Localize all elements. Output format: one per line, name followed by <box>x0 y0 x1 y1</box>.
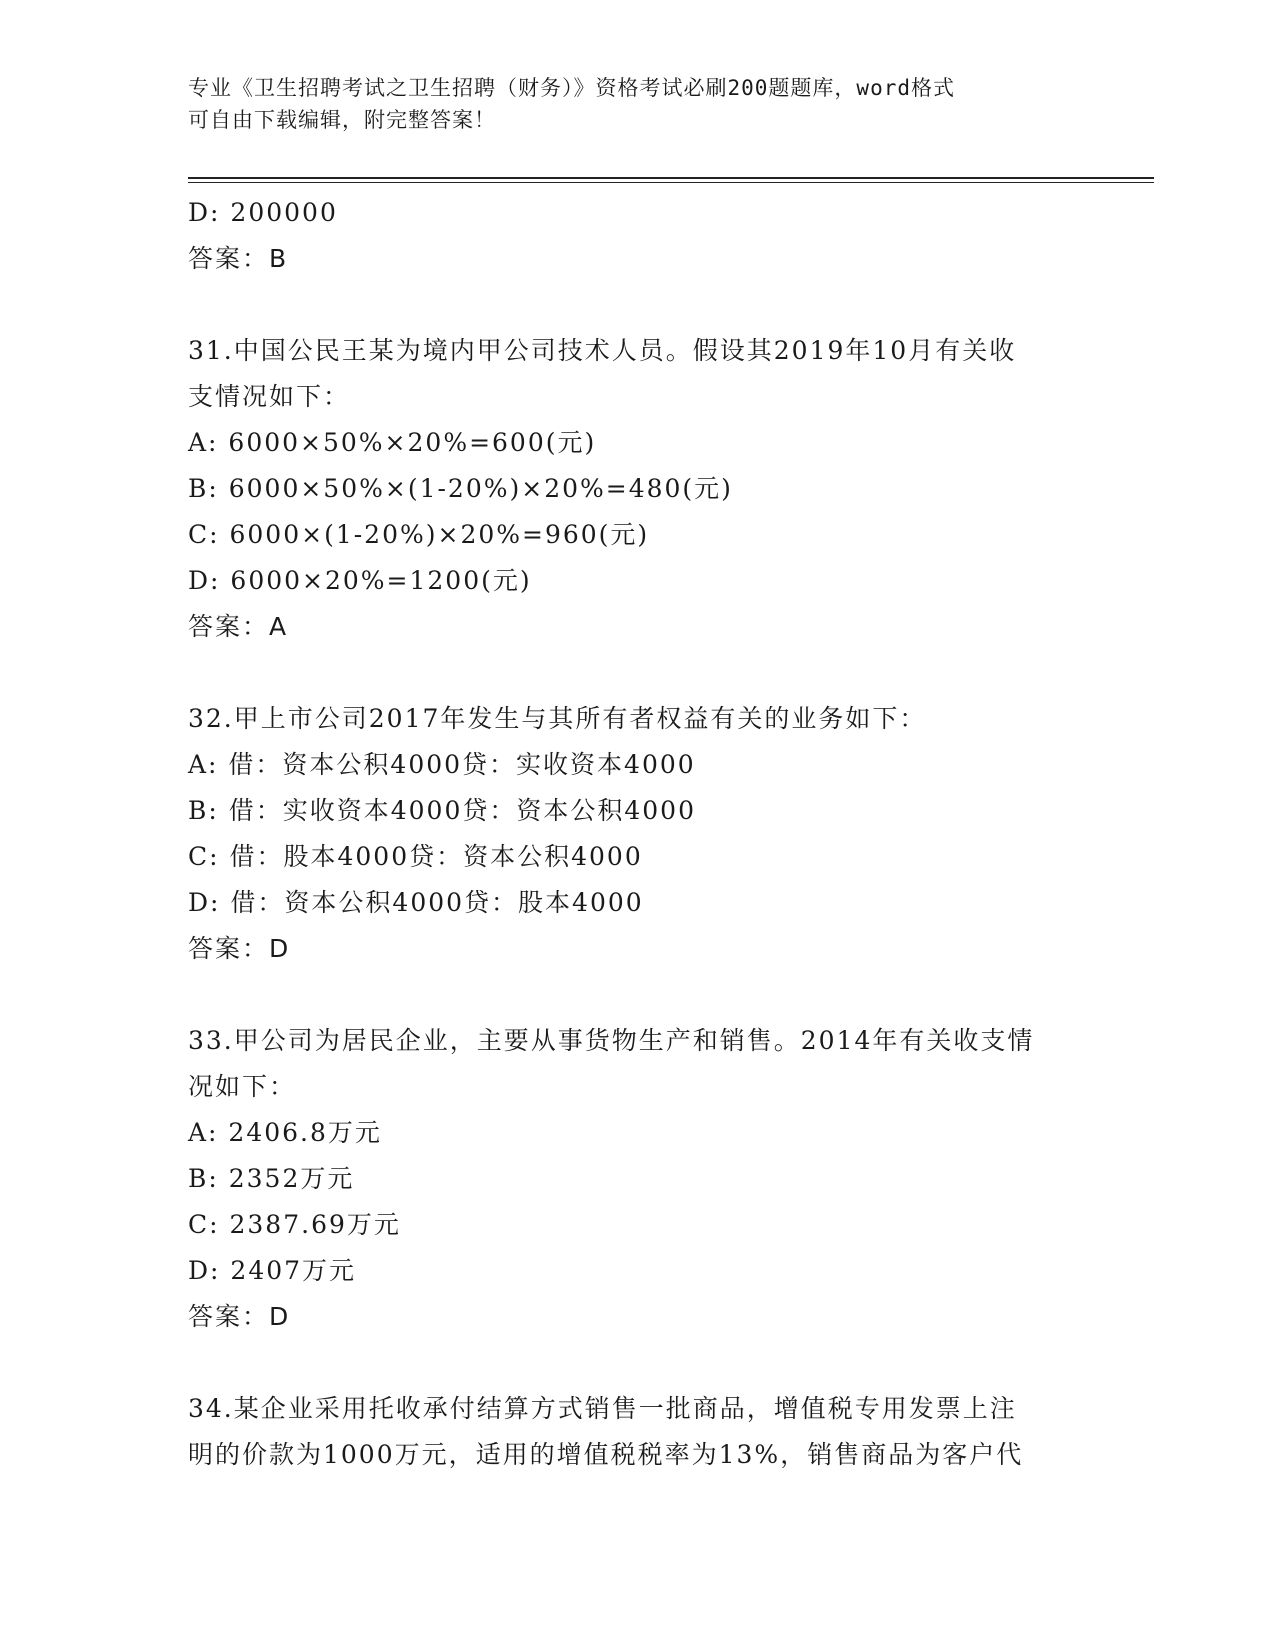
option-c: C: 借：股本4000贷：资本公积4000 <box>188 842 643 871</box>
document-body <box>188 190 1088 1478</box>
previous-question-tail <box>188 190 1088 282</box>
option-b: B: 2352万元 <box>188 1164 355 1193</box>
question-stem: 33.甲公司为居民企业，主要从事货物生产和销售。2014年有关收支情 <box>188 1026 1035 1055</box>
question-33 <box>188 1018 1088 1340</box>
spacer <box>188 972 1088 1018</box>
option-a: A: 2406.8万元 <box>188 1118 382 1147</box>
option-d: D: 6000×20%=1200(元) <box>188 566 532 595</box>
option-b: B: 6000×50%×(1-20%)×20%=480(元) <box>188 474 733 503</box>
question-stem: 34.某企业采用托收承付结算方式销售一批商品，增值税专用发票上注 <box>188 1394 1017 1423</box>
option-c: C: 2387.69万元 <box>188 1210 401 1239</box>
answer-line: 答案：A <box>188 612 289 641</box>
option-b: B: 借：实收资本4000贷：资本公积4000 <box>188 796 696 825</box>
header-line-1: 专业《卫生招聘考试之卫生招聘（财务）》资格考试必刷200题题库，word格式 <box>188 76 955 100</box>
question-31 <box>188 328 1088 650</box>
question-stem: 32.甲上市公司2017年发生与其所有者权益有关的业务如下： <box>188 704 927 733</box>
option-d: D: 借：资本公积4000贷：股本4000 <box>188 888 644 917</box>
answer-line: 答案：B <box>188 244 289 273</box>
option-d: D: 200000 <box>188 198 338 227</box>
question-34 <box>188 1386 1088 1478</box>
answer-line: 答案：D <box>188 1302 291 1331</box>
question-stem: 明的价款为1000万元，适用的增值税税率为13%，销售商品为客户代 <box>188 1440 1024 1469</box>
header-rule-thick <box>188 177 1154 179</box>
option-c: C: 6000×(1-20%)×20%=960(元) <box>188 520 650 549</box>
answer-line: 答案：D <box>188 934 291 963</box>
header-rule-thin <box>188 182 1154 183</box>
question-32 <box>188 696 1088 972</box>
document-header <box>188 72 1088 136</box>
option-a: A: 借：资本公积4000贷：实收资本4000 <box>188 750 696 779</box>
spacer <box>188 1340 1088 1386</box>
question-stem: 31.中国公民王某为境内甲公司技术人员。假设其2019年10月有关收 <box>188 336 1017 365</box>
header-line-2: 可自由下载编辑，附完整答案！ <box>188 108 496 132</box>
option-a: A: 6000×50%×20%=600(元) <box>188 428 597 457</box>
spacer <box>188 282 1088 328</box>
question-stem: 况如下： <box>188 1072 297 1101</box>
option-d: D: 2407万元 <box>188 1256 357 1285</box>
question-stem: 支情况如下： <box>188 382 351 411</box>
spacer <box>188 650 1088 696</box>
